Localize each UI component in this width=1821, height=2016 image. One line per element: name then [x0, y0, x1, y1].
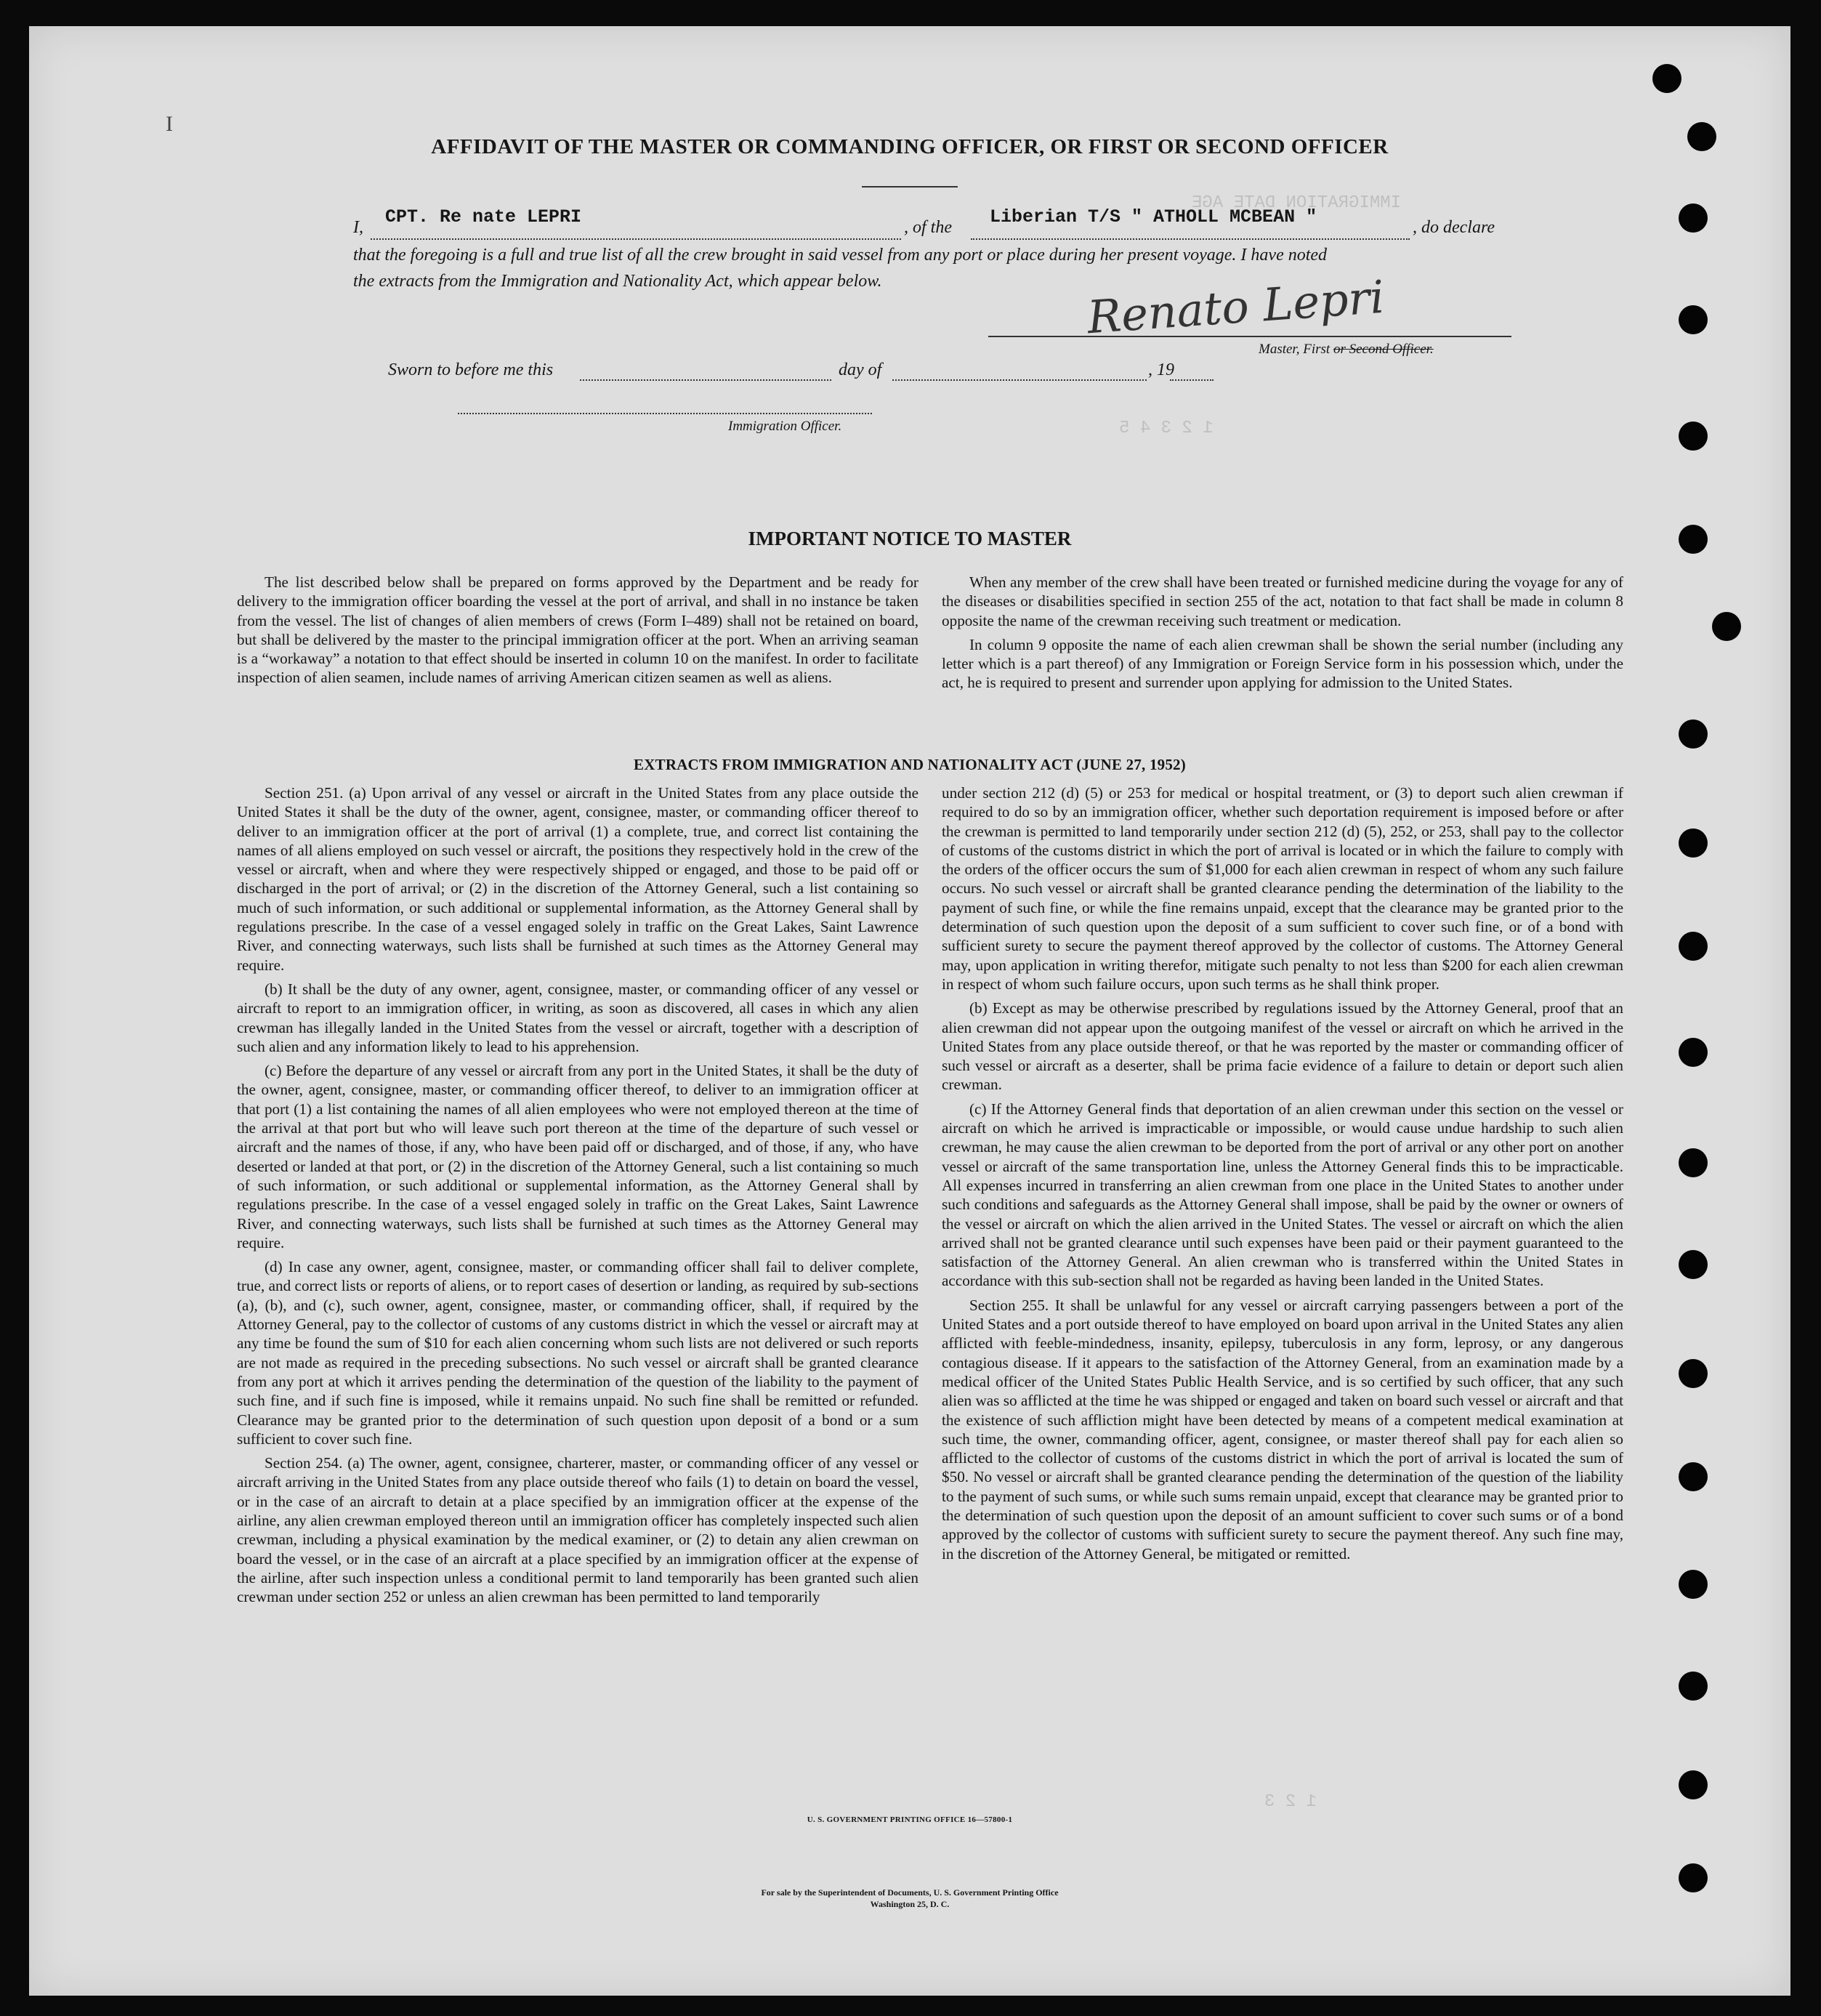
bleed-through: 1 2 3 [1264, 1792, 1317, 1812]
notice-paragraph: The list described below shall be prepared on forms approved by the Department and be ready for delivery to the immigration officer boarding the vessel at the port of arrival, and shall in no instance be taken from the vessel. The list of changes of alien members of crews (Form I–489) shall not be retained on board, but shall be delivered by the master to the principal immigration officer at the port. When an arriving seaman is a “workaway” a notation to that effect should be inserted in column 10 on the manifest. In order to facilitate inspection of alien seamen, include names of arriving American citizen seamen as well as aliens. [237, 573, 918, 687]
vessel-name-field[interactable]: Liberian T/S " ATHOLL MCBEAN " [990, 206, 1317, 227]
declaration-text-2: the extracts from the Immigration and Nationality Act, which appear below. [353, 272, 882, 291]
punch-hole [1679, 1250, 1708, 1279]
vessel-name-line [971, 238, 1410, 240]
master-signature: Renato Lepri [1085, 270, 1386, 344]
form-page [29, 26, 1790, 1996]
officer-name-line [371, 238, 901, 240]
sworn-day-field[interactable] [580, 379, 831, 381]
signature-line [988, 336, 1511, 337]
extract-paragraph: (b) Except as may be otherwise prescribed by regulations issued by the Attorney General, proof that an alien crewman did not appear upon the outgoing manifest of the vessel or aircraft on which he arrived in the United States from any place outside thereof, or that he was reported by the master or commanding officer of such vessel or aircraft as a deserter, shall be prima facie evidence of a failure to detain or deport such alien crewman. [942, 999, 1623, 1094]
extracts-title: EXTRACTS FROM IMMIGRATION AND NATIONALITY ACT (JUNE 27, 1952) [634, 756, 1186, 773]
page-marker: I [166, 112, 173, 136]
day-of-label: day of [839, 360, 882, 379]
punch-hole [1679, 203, 1708, 233]
extract-paragraph: under section 212 (d) (5) or 253 for medical or hospital treatment, or (3) to deport such alien crewman if required to do so by an immigration officer, whether such deportation requirement is imposed before or after the crewman is permitted to land temporarily under section 212 (d) (5), 252, or 253, shall pay to the collector of customs of the customs district in which the port of arrival is located or in which the failure to comply with the orders of the officer occurs the sum of $1,000 for each alien crewman in respect of whom any such failure occurs. No such vessel or aircraft shall be granted clearance pending the determination of the liability to the payment of such fine, or while the fine remains unpaid, except that the clearance may be granted prior to the determination of such question upon the deposit of a sum sufficient to cover such fine, or of a bond with sufficient surety to secure the payment thereof approved by the collector of customs. The Attorney General may, upon application in writing therefor, mitigate such penalty to not less than $200 for each alien crewman in respect of whom such failure occurs, upon such terms as he shall think proper. [942, 784, 1623, 993]
punch-hole [1679, 932, 1708, 961]
punch-hole [1679, 1038, 1708, 1067]
punch-hole [1679, 1462, 1708, 1491]
punch-hole [1679, 525, 1708, 554]
declaration-text-1: that the foregoing is a full and true list of all the crew brought in said vessel from any port or place during her present voyage. I have noted [353, 246, 1328, 265]
punch-hole [1679, 719, 1708, 749]
sworn-month-field[interactable] [892, 379, 1147, 381]
extracts-left-column [237, 783, 918, 1611]
punch-hole [1679, 1359, 1708, 1388]
year-label: , 19 [1148, 360, 1174, 379]
punch-hole [1687, 122, 1716, 151]
signature-caption-a: Master, First [1259, 342, 1331, 357]
of-the-label: , of the [904, 218, 952, 237]
extract-paragraph: Section 254. (a) The owner, agent, consignee, charterer, master, or commanding officer of any vessel or aircraft arriving in the United States from any place outside thereof who fails (1) to detain on board the vessel, or in the case of an aircraft to detain at a place specified by an immigration officer at the expense of the airline, any alien crewman employed thereon until an immigration officer has completely inspected such alien crewman, including a physical examination by the medical examiner, or (2) to detain any alien crewman on board the vessel, or in the case of an aircraft at a place specified by an immigration officer at the expense of the airline, after such inspection unless a conditional permit to land temporarily has been granted such alien crewman under section 252 or unless an alien crewman has been permitted to land temporarily [237, 1454, 918, 1606]
punch-hole [1712, 612, 1741, 641]
sale-line-2: Washington 25, D. C. [870, 1899, 950, 1909]
punch-hole [1679, 1148, 1708, 1177]
signature-caption [1259, 342, 1434, 358]
extract-paragraph: Section 251. (a) Upon arrival of any vessel or aircraft in the United States from any place outside the United States it shall be the duty of the owner, agent, consignee, master, or commanding officer thereof to deliver to an immigration officer at the port of arrival (1) a complete, true, and correct list containing the names of all aliens employed on such vessel or aircraft, the positions they respectively hold in the crew of the vessel or aircraft, when and where they were respectively shipped or engaged, and those to be paid off or discharged in the port of arrival; or (2) in the discretion of the Attorney General, such a list containing so much of such information, or such additional or supplemental information, as the Attorney General shall by regulations prescribe. In the case of a vessel engaged solely in traffic on the Great Lakes, Saint Lawrence River, and connecting waterways, such lists shall be furnished at such times as the Attorney General may require. [237, 784, 918, 974]
extract-paragraph: (c) If the Attorney General finds that deportation of an alien crewman under this section on the vessel or aircraft on which he arrived is impracticable or impossible, or would cause undue hardship to such alien crewman, he may cause the alien crewman to be deported from the port of arrival or any other port on another vessel or aircraft of the same transportation line, unless the Attorney General finds this to be impracticable. All expenses incurred in transferring an alien crewman from one place in the United States to another under such conditions and safeguards as the Attorney General shall impose, shall be paid by the owner or owners of the vessel or aircraft on which the alien arrived in the United States. The vessel or aircraft on which the alien arrived shall not be granted clearance until such expenses have been paid or their payment guaranteed to the satisfaction of the Attorney General. An alien crewman who is transferred within the United States in accordance with this sub-section shall not be regarded as having been landed in the United States. [942, 1100, 1623, 1290]
sale-notice [29, 1887, 1790, 1910]
punch-hole [1679, 1672, 1708, 1701]
notice-title: IMPORTANT NOTICE TO MASTER [748, 528, 1072, 549]
punch-hole [1679, 1570, 1708, 1599]
extract-paragraph: (b) It shall be the duty of any owner, agent, consignee, master, or commanding officer of any vessel or aircraft to report to an immigration officer, in writing, as soon as discovered, all cases in which any alien crewman has illegally landed in the United States from the vessel or aircraft, together with a description of such alien and any information likely to lead to his apprehension. [237, 980, 918, 1055]
bleed-through: 1 2 3 4 5 [1119, 419, 1214, 438]
sworn-label: Sworn to before me this [388, 360, 554, 379]
declare-label: , do declare [1413, 218, 1495, 237]
punch-hole [1679, 1770, 1708, 1799]
extract-paragraph: (c) Before the departure of any vessel or aircraft from any port in the United States, it shall be the duty of the owner, agent, consignee, master, or commanding officer thereof, to deliver to an immigration officer at that port (1) a list containing the names of all alien employees who were not employed thereon at the time of the arrival at that port but who will leave such port thereon at the time of the departure of such vessel or aircraft and the names of those, if any, who have been paid off or discharged, and of those, if any, who have deserted or landed at that port, or (2) in the discretion of the Attorney General, such a list containing so much of such information, or such additional or supplemental information, as the Attorney General shall by regulations prescribe. In the case of a vessel engaged solely in traffic on the Great Lakes, Saint Lawrence River, and connecting waterways, such lists shall be furnished at such times as the Attorney General may require. [237, 1062, 918, 1251]
punch-hole [1652, 64, 1681, 93]
punch-hole [1679, 422, 1708, 451]
bleed-through: IMMIGRATION DATE AGE [1192, 193, 1402, 213]
signature-caption-b: or Second Officer. [1333, 342, 1434, 357]
title-divider [862, 186, 958, 188]
extract-paragraph: Section 255. It shall be unlawful for any vessel or aircraft carrying passengers between a port of the United States and a port outside thereof to have employed on board upon arrival in the United States any alien afflicted with feeble-mindedness, insanity, epilepsy, tuberculosis in any form, leprosy, or any dangerous contagious disease. If it appears to the satisfaction of the Attorney General, from an examination made by a medical officer of the United States Public Health Service, and is so certified by such officer, that any such alien was so afflicted at the time he was shipped or engaged and taken on board such vessel or aircraft and that the existence of such affliction might have been detected by means of a competent medical examination at such time, the owner, commanding officer, agent, consignee, or master thereof shall pay for each alien so afflicted to the collector of customs of the customs district in which the port of arrival is located the sum of $50. No vessel or aircraft shall be granted clearance pending the determination of the question of the liability to the payment of such sums, or while such sums remain unpaid, except that clearance may be granted prior to the determination of such question upon the deposit of an amount sufficient to cover such sums or of a bond approved by the collector of customs with sufficient surety to secure the payment thereof. Any such fine may, in the discretion of the Attorney General, be mitigated or remitted. [942, 1296, 1624, 1563]
extract-paragraph: (d) In case any owner, agent, consignee, master, or commanding officer shall fail to deliver complete, true, and correct lists or reports of aliens, or to report cases of desertion or landing, as required by sub-sections (a), (b), and (c), such owner, agent, consignee, master, or commanding officer, shall, if required by the Attorney General, pay to the collector of customs of any customs district in which the vessel or aircraft may at any time be found the sum of $10 for each alien concerning whom such lists are not delivered or such reports are not made as required in the preceding subsections. No such vessel or aircraft shall be granted clearance from any port at which it arrives pending the determination of the question of the liability to the payment of such fine, and if such fine is imposed, while it remains unpaid. No such fine shall be remitted or refunded. Clearance may be granted prior to the determination of such question upon deposit of a bond or a sum sufficient to cover such fine. [237, 1258, 918, 1448]
sale-line-1: For sale by the Superintendent of Documents, U. S. Government Printing Office [761, 1887, 1059, 1898]
punch-hole [1679, 1863, 1708, 1892]
notice-left-column [237, 573, 918, 693]
notice-paragraph: When any member of the crew shall have been treated or furnished medicine during the voyage for any of the diseases or disabilities specified in section 255 of the act, notation to that fact shall be made in column 8 opposite the name of the crewman receiving such treatment or medication. [942, 573, 1623, 629]
immigration-officer-signature-field[interactable] [458, 413, 872, 414]
officer-name-field[interactable]: CPT. Re nate LEPRI [385, 206, 582, 227]
notice-paragraph: In column 9 opposite the name of each alien crewman shall be shown the serial number (including any letter which is a part thereof) of any Immigration or Foreign Service form in his possession which, under the act, he is required to present and surrender upon applying for admission to the United States. [942, 635, 1623, 692]
i-label: I, [353, 218, 363, 237]
gpo-imprint: U. S. GOVERNMENT PRINTING OFFICE 16—57800-1 [807, 1815, 1013, 1824]
punch-hole [1679, 305, 1708, 334]
affidavit-title: AFFIDAVIT OF THE MASTER OR COMMANDING OFFICER, OR FIRST OR SECOND OFFICER [431, 135, 1389, 158]
notice-right-column [942, 573, 1623, 698]
punch-hole [1679, 828, 1708, 858]
extracts-right-column [942, 783, 1623, 1568]
sworn-year-field[interactable] [1170, 379, 1214, 381]
immigration-officer-label: Immigration Officer. [728, 419, 842, 434]
